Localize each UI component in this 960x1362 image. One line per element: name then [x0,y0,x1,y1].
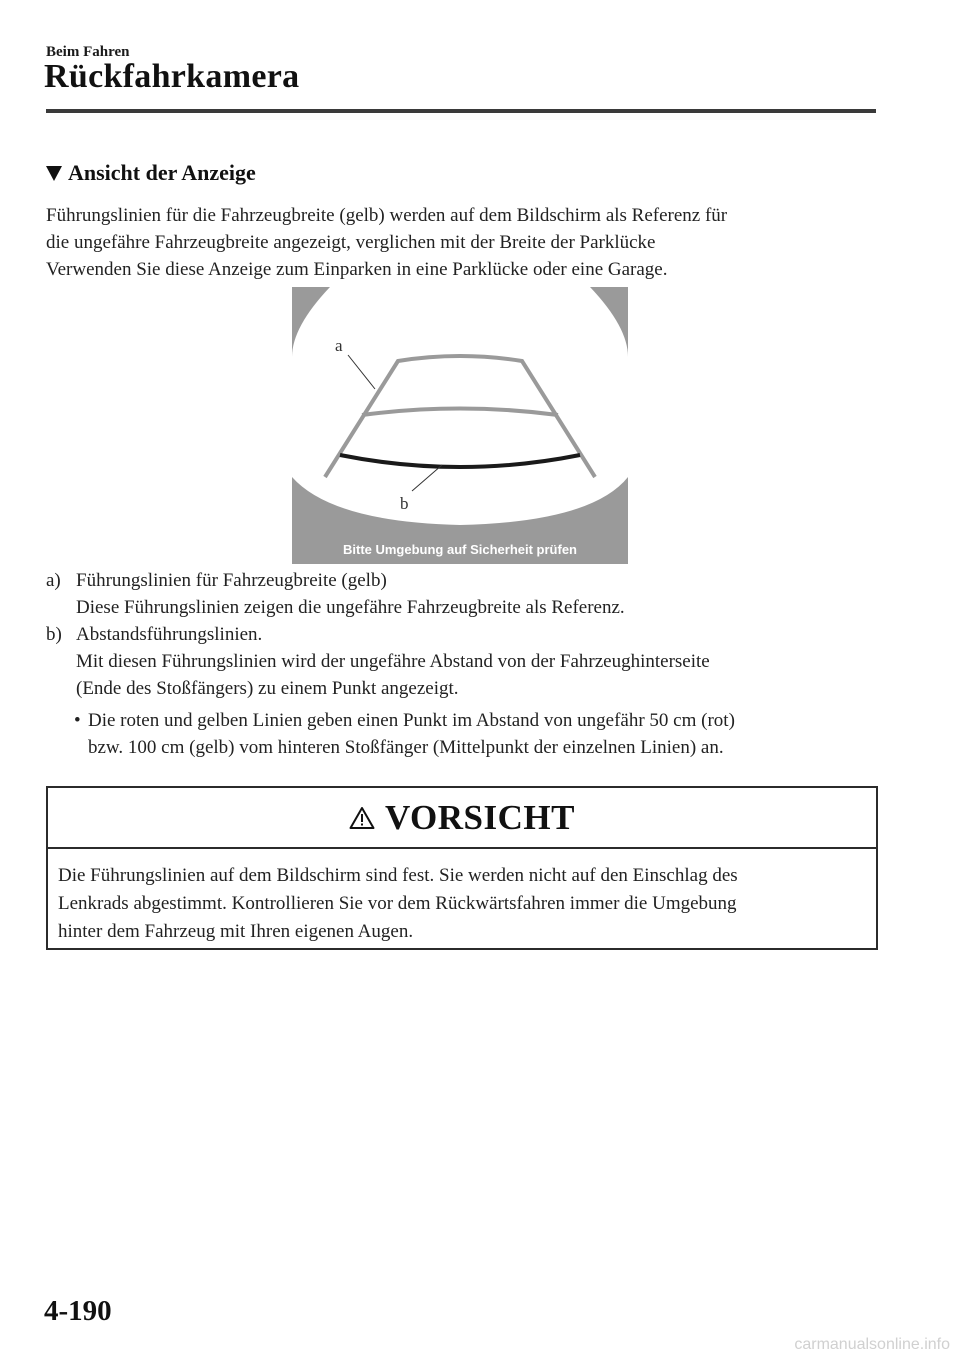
caution-header [48,788,876,849]
title-rule [46,109,876,113]
legend-line: Diese Führungslinien zeigen die ungefähre Fahrzeugbreite als Referenz. [76,597,625,618]
caution-line: Die Führungslinien auf dem Bildschirm sind fest. Sie werden nicht auf den Einschlag des [58,865,738,886]
legend-item-b [46,621,876,702]
camera-view-area [292,287,628,525]
intro-line: die ungefähre Fahrzeugbreite angezeigt, verglichen mit der Breite der Parklücke [46,232,656,253]
section-label: Beim Fahren [46,44,130,60]
triangle-bullet-icon [46,166,62,181]
intro-line: Verwenden Sie diese Anzeige zum Einparken in eine Parklücke oder eine Garage. [46,259,668,280]
subsection-heading [46,160,256,186]
legend-line: Abstandsführungslinien. [76,624,263,645]
intro-paragraph [46,202,876,283]
label-b: b [400,494,409,513]
screen-warning-text: Bitte Umgebung auf Sicherheit prüfen [342,542,577,557]
legend-marker: b) [46,624,62,645]
caution-line: hinter dem Fahrzeug mit Ihren eigenen Augen. [58,921,414,942]
bullet-line: bzw. 100 cm (gelb) vom hinteren Stoßfänger (Mittelpunkt der einzelnen Linien) an. [88,737,724,758]
caution-text [48,849,876,946]
watermark-link[interactable]: carmanualsonline.info [794,1336,950,1353]
page-number: 4-190 [44,1295,112,1327]
camera-display-illustration [292,287,628,564]
legend-line: Führungslinien für Fahrzeugbreite (gelb) [76,570,387,591]
legend-item-a [46,567,876,621]
page-title: Rückfahrkamera [44,58,300,95]
legend-line: (Ende des Stoßfängers) zu einem Punkt angezeigt. [76,678,459,699]
label-a: a [335,336,343,355]
caution-box [46,786,878,950]
caution-title: VORSICHT [384,797,575,837]
figure-legend [46,567,876,702]
legend-line: Mit diesen Führungslinien wird der ungefähre Abstand von der Fahrzeughinterseite [76,651,710,672]
intro-line: Führungslinien für die Fahrzeugbreite (gelb) werden auf dem Bildschirm als Referenz für [46,205,728,226]
subsection-title: Ansicht der Anzeige [68,160,256,185]
legend-marker: a) [46,570,61,591]
bullet-marker: • [74,710,81,731]
warning-triangle-icon [349,806,375,830]
bullet-note [74,707,864,761]
camera-display-figure [292,287,628,564]
bullet-line: Die roten und gelben Linien geben einen Punkt im Abstand von ungefähr 50 cm (rot) [88,710,735,731]
caution-line: Lenkrads abgestimmt. Kontrollieren Sie vor dem Rückwärtsfahren immer die Umgebung [58,893,737,914]
